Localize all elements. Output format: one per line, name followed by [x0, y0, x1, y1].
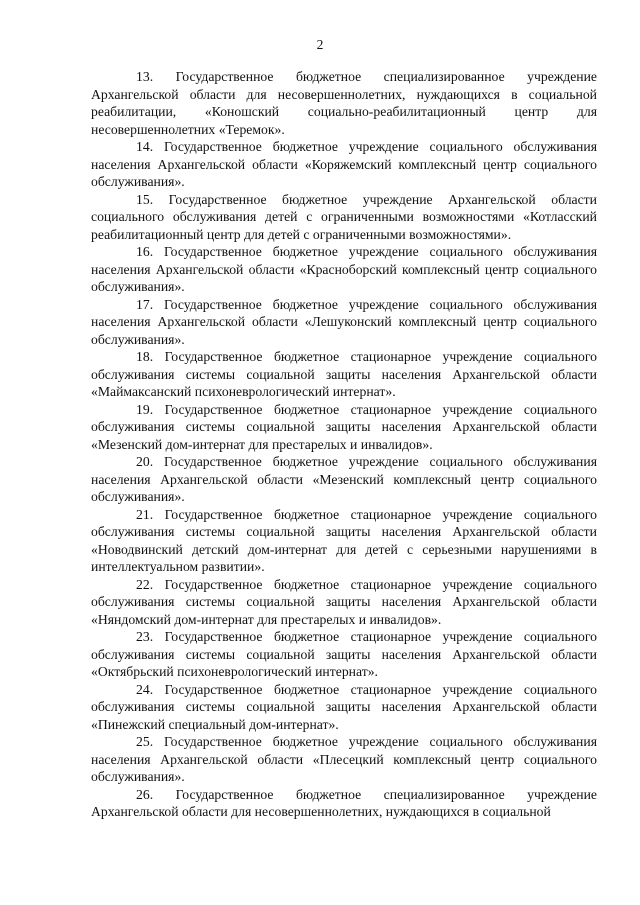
list-item-23: 23. Государственное бюджетное стационарное учреждение социального обслуживания системы социальной защиты населения Архангельской области «Октябрьский психоневрологический интернат». [91, 629, 597, 679]
list-item-25: 25. Государственное бюджетное учреждение социального обслуживания населения Архангельской области «Плесецкий комплексный центр социального обслуживания». [91, 734, 597, 784]
list-item-20: 20. Государственное бюджетное учреждение социального обслуживания населения Архангельской области «Мезенский комплексный центр социального обслуживания». [91, 454, 597, 504]
list-item-24: 24. Государственное бюджетное стационарное учреждение социального обслуживания системы социальной защиты населения Архангельской области «Пинежский специальный дом-интернат». [91, 681, 597, 732]
list-item-26: 26. Государственное бюджетное специализированное учреждение Архангельской области для несовершеннолетних, нуждающихся в социальной [91, 786, 597, 819]
page-number: 2 [316, 37, 324, 52]
list-item-16: 16. Государственное бюджетное учреждение социального обслуживания населения Архангельской области «Красноборский комплексный центр социального обслуживания». [91, 244, 597, 294]
list-item-15: 15. Государственное бюджетное учреждение Архангельской области социального обслуживания детей с ограниченными возможностями «Котласский реабилитационный центр для детей с ограниченными возможностями». [91, 191, 597, 242]
list-item-21: 21. Государственное бюджетное стационарное учреждение социального обслуживания системы социальной защиты населения Архангельской области «Новодвинский детский дом-интернат для детей с серьезными нарушениями в интеллектуальном развитии». [91, 506, 597, 574]
list-item-19: 19. Государственное бюджетное стационарное учреждение социального обслуживания системы социальной защиты населения Архангельской области «Мезенский дом-интернат для престарелых и инвалидов». [91, 401, 597, 452]
list-item-17: 17. Государственное бюджетное учреждение социального обслуживания населения Архангельской области «Лешуконский комплексный центр социального обслуживания». [91, 296, 597, 347]
list-item-13: 13. Государственное бюджетное специализированное учреждение Архангельской области для несовершеннолетних, нуждающихся в социальной реабилитации, «Коношский социально-реабилитационный центр для несовершеннолетних «Теремок». [91, 69, 597, 137]
body-text [91, 68, 597, 821]
list-item-22: 22. Государственное бюджетное стационарное учреждение социального обслуживания системы социальной защиты населения Архангельской области «Няндомский дом-интернат для престарелых и инвалидов». [91, 576, 597, 627]
list-item-18: 18. Государственное бюджетное стационарное учреждение социального обслуживания системы социальной защиты населения Архангельской области «Маймаксанский психоневрологический интернат». [91, 349, 597, 399]
list-item-14: 14. Государственное бюджетное учреждение социального обслуживания населения Архангельской области «Коряжемский комплексный центр социального обслуживания». [91, 139, 597, 189]
